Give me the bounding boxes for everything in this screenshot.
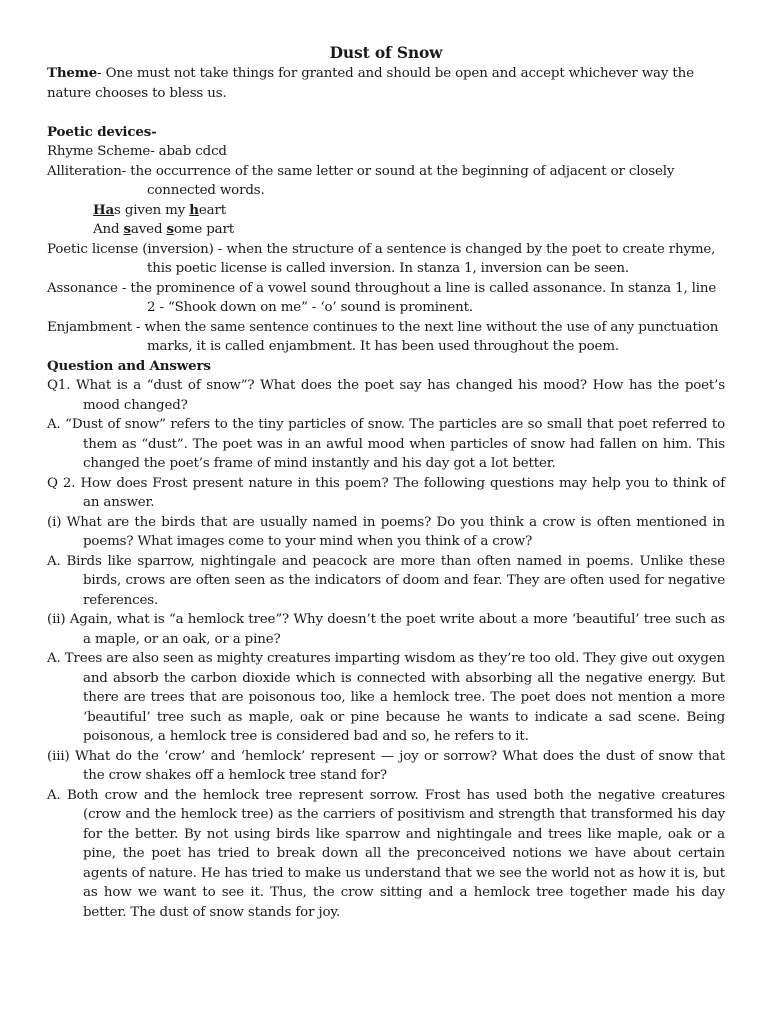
theme-text: - One must not take things for granted and should be open and accept whichever way the nature chooses to bless us. <box>47 66 694 101</box>
underlined-letters: s <box>166 221 174 237</box>
qa-item: A. Birds like sparrow, nightingale and peacock are more than often named in poems. Unlike these birds, crows are often seen as the indicators of doom and fear. They are often used for negative references. <box>47 553 725 608</box>
rhyme-scheme: Rhyme Scheme- abab cdcd <box>47 144 227 159</box>
example-text: s given my <box>114 202 190 218</box>
alliteration-definition: Alliteration- the occurrence of the same letter or sound at the beginning of adjacent or closely connected words. <box>47 163 675 198</box>
example-text: And <box>93 222 124 237</box>
qa-item: A. Both crow and the hemlock tree represent sorrow. Frost has used both the negative creatures (crow and the hemlock tree) as the carriers of positivism and strength that transformed his day for the better. By not using birds like sparrow and nightingale and trees like maple, oak or a pine, the poet has tried to break down all the preconceived notions we have about certain agents of nature. He has tried to make us understand that we see the world not as how it is, but as how we want to see it. Thus, the crow sitting and a hemlock tree together made his day better. The dust of snow stands for joy. <box>47 787 725 920</box>
poetic-license-definition: Poetic license (inversion) - when the structure of a sentence is changed by the poet to create rhyme, this poetic license is called inversion. In stanza 1, inversion can be seen. <box>47 241 716 276</box>
qa-item: A. “Dust of snow” refers to the tiny particles of snow. The particles are so small that poet referred to them as “dust”. The poet was in an awful mood when particles of snow had fallen on him. This changed the poet’s frame of mind instantly and his day got a lot better. <box>47 417 725 471</box>
qa-heading: Question and Answers <box>47 357 211 374</box>
underlined-letters: Ha <box>93 201 115 218</box>
page-title: Dust of Snow <box>329 43 443 62</box>
theme-label: Theme <box>47 65 98 81</box>
qa-item: Q1. What is a “dust of snow”? What does the poet say has changed his mood? How has the poet’s mood changed? <box>47 378 725 413</box>
qa-item: A. Trees are also seen as mighty creatures imparting wisdom as they’re too old. They give out oxygen and absorb the carbon dioxide which is connected with absorbing all the negative energy. But there are trees that are poisonous too, like a hemlock tree. The poet does not mention a more ‘beautiful’ tree such as maple, oak or pine because he wants to indicate a sad scene. Being poisonous, a hemlock tree is considered bad and so, he refers to it. <box>47 651 725 744</box>
enjambment-definition: Enjambment - when the same sentence continues to the next line without the use of any punctuation marks, it is called enjambment. It has been used throughout the poem. <box>47 319 719 354</box>
underlined-letters: s <box>123 221 131 237</box>
example-text: ome part <box>173 222 234 237</box>
alliteration-example-1 <box>47 201 725 221</box>
underlined-letters: h <box>189 201 199 218</box>
alliteration-example-2 <box>47 220 725 240</box>
qa-item: Q 2. How does Frost present nature in this poem? The following questions may help you to think of an answer. <box>47 475 725 510</box>
document-page <box>47 42 725 922</box>
example-text: eart <box>198 202 226 218</box>
example-text: aved <box>130 222 167 237</box>
poetic-devices-heading: Poetic devices- <box>47 123 157 140</box>
qa-item: (i) What are the birds that are usually named in poems? Do you think a crow is often mentioned in poems? What images come to your mind when you think of a crow? <box>47 514 725 549</box>
qa-item: (ii) Again, what is “a hemlock tree”? Why doesn’t the poet write about a more ‘beautiful’ tree such as a maple, or an oak, or a pine? <box>47 612 725 647</box>
theme-paragraph <box>47 64 725 103</box>
assonance-definition: Assonance - the prominence of a vowel sound throughout a line is called assonance. In stanza 1, line 2 - “Shook down on me” - ‘o’ sound is prominent. <box>47 280 717 315</box>
qa-item: (iii) What do the ‘crow’ and ‘hemlock’ represent — joy or sorrow? What does the dust of snow that the crow shakes off a hemlock tree stand for? <box>47 748 725 783</box>
spacer <box>47 103 725 123</box>
